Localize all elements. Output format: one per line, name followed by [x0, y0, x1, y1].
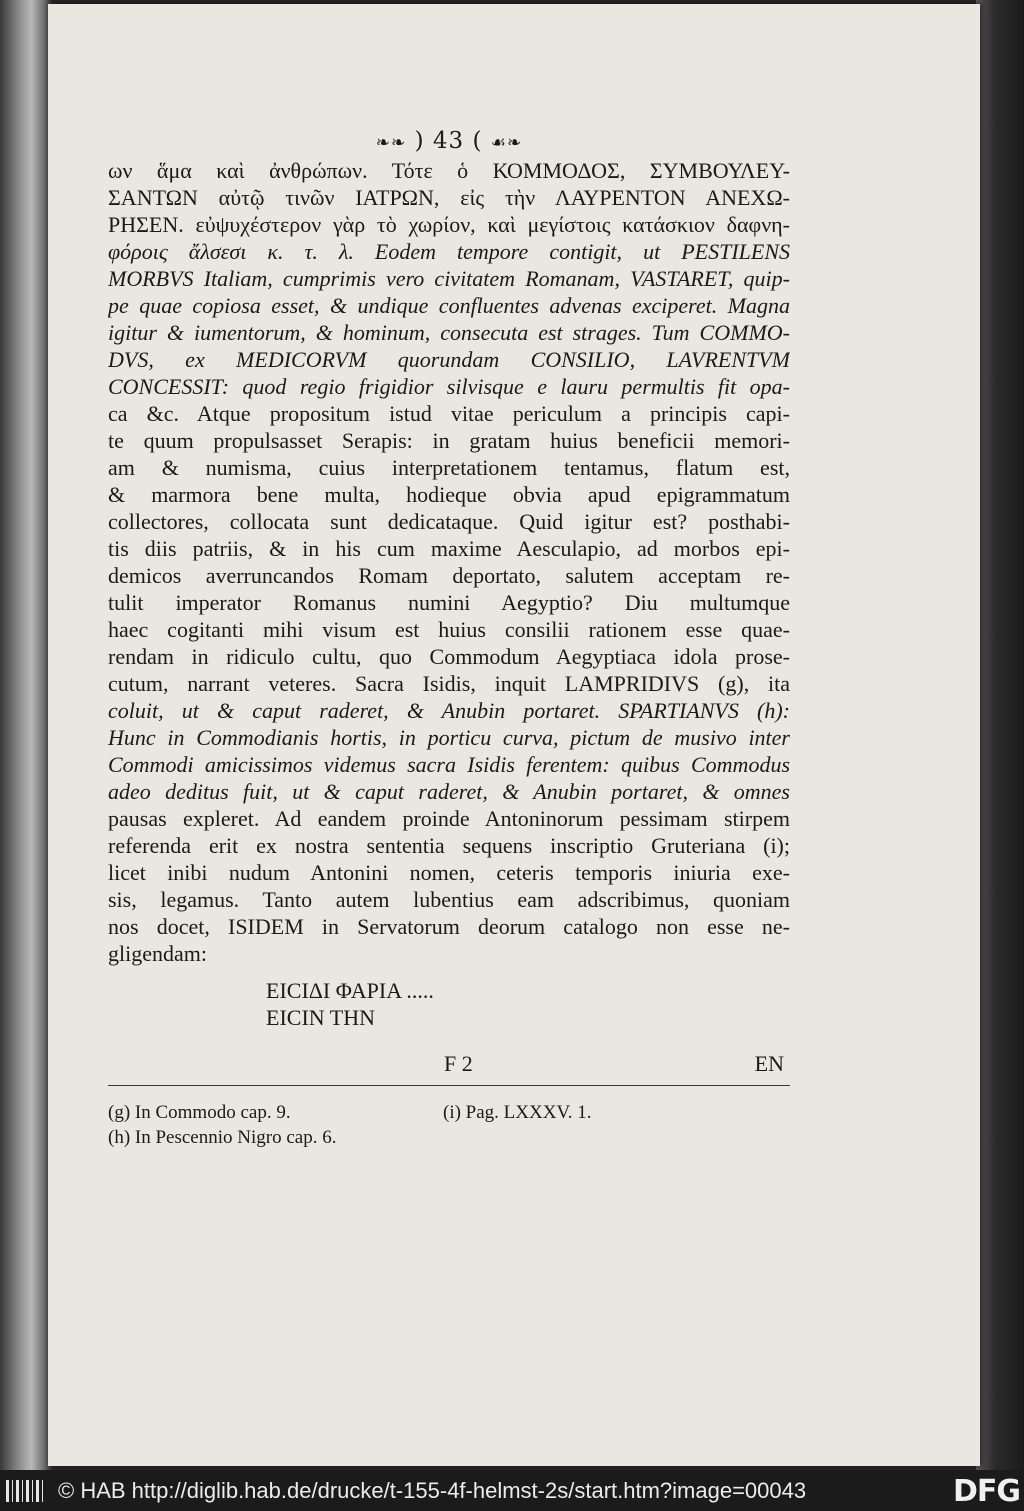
text-line: cutum, narrant veteres. Sacra Isidis, inquit LAMPRIDIVS (g), ita — [108, 671, 790, 696]
text-line: adeo deditus fuit, ut & caput raderet, & Anubin portaret, & omnes — [108, 779, 790, 804]
footnotes-right — [443, 1100, 591, 1125]
footnote-rule — [108, 1085, 790, 1086]
text-line: collectores, collocata sunt dedicataque. Quid igitur est? posthabi- — [108, 509, 790, 534]
barcode-icon — [6, 1480, 46, 1502]
text-line: nos docet, ISIDEM in Servatorum deorum catalogo non esse ne- — [108, 914, 790, 939]
text-line: coluit, ut & caput raderet, & Anubin portaret. SPARTIANVS (h): — [108, 698, 790, 723]
footnote-h: (h) In Pescennio Nigro cap. 6. — [108, 1127, 337, 1148]
inscription — [266, 977, 790, 1031]
text-line: DVS, ex MEDICORVM quorundam CONSILIO, LAVRENTVM — [108, 347, 790, 372]
book-spine — [0, 0, 52, 1470]
text-line: pe quae copiosa esset, & undique confluentes advenas exciperet. Magna — [108, 293, 790, 318]
inscription-line-2: ΕΙCΙΝ ΤΗΝ — [266, 1005, 375, 1030]
page-number: ) 43 ( — [414, 128, 483, 154]
text-line: igitur & iumentorum, & hominum, consecuta est strages. Tum COMMO- — [108, 320, 790, 345]
text-line: ΡΗΣΕΝ. εὐψυχέστερον γὰρ τὸ χωρίον, καὶ μεγίστοις κατάσκιον δαφνη- — [108, 212, 790, 237]
page-edge — [976, 0, 1024, 1470]
footnotes-left — [108, 1100, 336, 1150]
text-line: ων ἅμα καὶ ἀνθρώπων. Τότε ὁ ΚΟΜΜΟΔΟΣ, ΣΥΜΒΟΥΛΕΥ- — [108, 158, 790, 183]
text-line: MORBVS Italiam, cumprimis vero civitatem Romanam, VASTARET, quip- — [108, 266, 790, 291]
text-line: CONCESSIT: quod regio frigidior silvisque e lauru permultis fit opa- — [108, 374, 790, 399]
credit-link[interactable]: © HAB http://diglib.hab.de/drucke/t-155-4f-helmst-2s/start.htm?image=00043 — [58, 1478, 807, 1503]
text-line: & marmora bene multa, hodieque obvia apud epigrammatum — [108, 482, 790, 507]
text-line: Commodi amicissimos videmus sacra Isidis ferentem: quibus Commodus — [108, 752, 790, 777]
footnotes — [108, 1100, 790, 1160]
inscription-line-1: ΕΙCΙΔΙ ΦΑΡΙΑ ..... — [266, 978, 434, 1003]
page-content — [108, 125, 790, 1160]
text-line: demicos averruncandos Romam deportato, salutem acceptam re- — [108, 563, 790, 588]
text-line: φόροις ἄλσεσι κ. τ. λ. Eodem tempore contigit, ut PESTILENS — [108, 239, 790, 264]
footnote-i: (i) Pag. LXXXV. 1. — [443, 1102, 592, 1123]
text-line: te quum propulsasset Serapis: in gratam huius beneficii memori- — [108, 428, 790, 453]
dfg-logo: DFG — [949, 1474, 1020, 1509]
catchword: EN — [754, 1051, 784, 1076]
signature-row — [108, 1045, 790, 1081]
text-line: Hunc in Commodianis hortis, in porticu curva, pictum de musivo inter — [108, 725, 790, 750]
text-line: referenda erit ex nostra sententia sequens inscriptio Gruteriana (i); — [108, 833, 790, 858]
body-text — [108, 157, 790, 967]
text-line: gligendam: — [108, 941, 207, 966]
text-line: rendam in ridiculo cultu, quo Commodum Aegyptiaca idola prose- — [108, 644, 790, 669]
left-ornament-icon: ❧❧ — [375, 133, 407, 153]
right-ornament-icon: ☙❧ — [490, 133, 523, 153]
text-line: am & numisma, cuius interpretationem tentamus, flatum est, — [108, 455, 790, 480]
footnote-g: (g) In Commodo cap. 9. — [108, 1102, 291, 1123]
text-line: licet inibi nudum Antonini nomen, ceteris temporis iniuria exe- — [108, 860, 790, 885]
text-line: pausas expleret. Ad eandem proinde Antoninorum pessimam stirpem — [108, 806, 790, 831]
text-line: sis, legamus. Tanto autem lubentius eam adscribimus, quoniam — [108, 887, 790, 912]
footer-bar — [0, 1470, 1024, 1511]
text-line: ca &c. Atque propositum istud vitae periculum a principis capi- — [108, 401, 790, 426]
running-head — [108, 125, 790, 157]
signature-mark: F 2 — [444, 1051, 473, 1076]
text-line: ΣΑΝΤΩΝ αὐτῷ τινῶν ΙΑΤΡΩΝ, εἰς τὴν ΛΑΥΡΕΝΤΟΝ ΑΝΕΧΩ- — [108, 185, 790, 210]
text-line: tis diis patriis, & in his cum maxime Aesculapio, ad morbos epi- — [108, 536, 790, 561]
text-line: haec cogitanti mihi visum est huius consilii rationem esse quae- — [108, 617, 790, 642]
text-line: tulit imperator Romanus numini Aegyptio? Diu multumque — [108, 590, 790, 615]
